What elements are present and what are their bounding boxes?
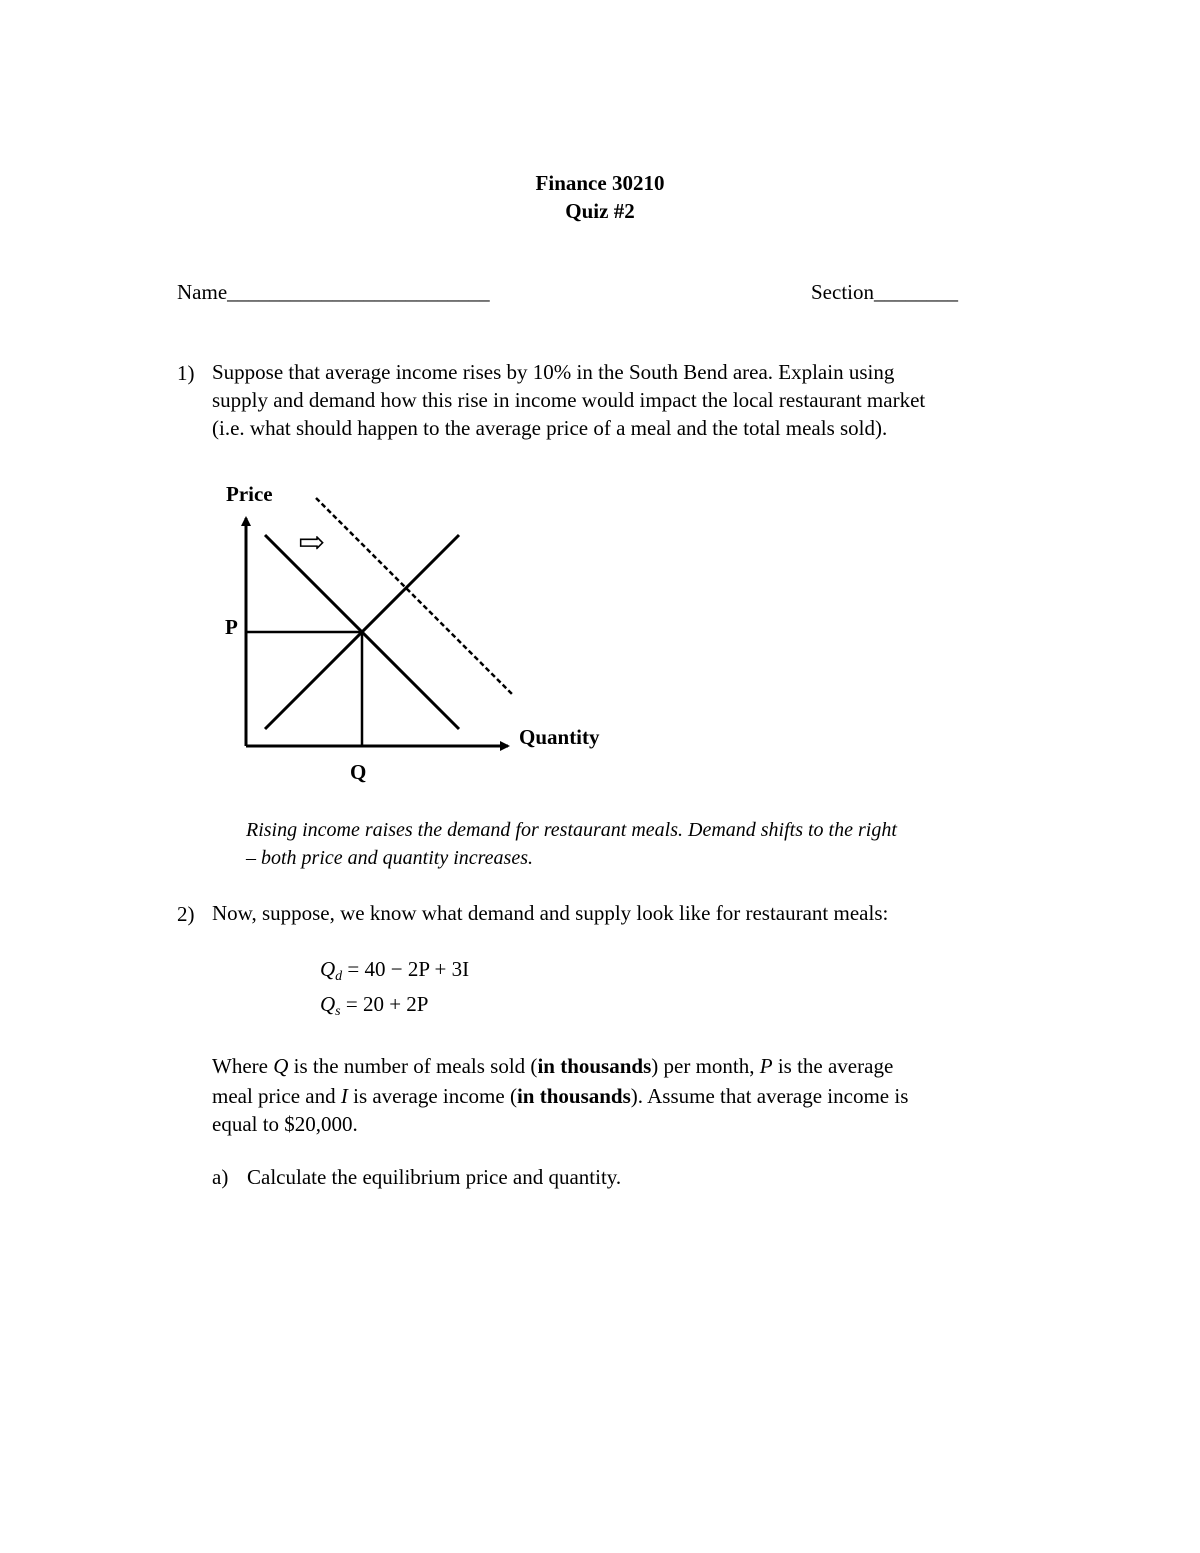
answer-line-1: Rising income raises the demand for restaurant meals. Demand shifts to the right bbox=[246, 819, 897, 841]
var-q: Q bbox=[273, 1054, 289, 1078]
y-axis-label: Price bbox=[226, 482, 273, 506]
quantity-marker: Q bbox=[350, 760, 367, 784]
part-a-label: a) bbox=[212, 1165, 229, 1189]
section-blank: ________ bbox=[874, 280, 958, 304]
where-text-1: Where bbox=[212, 1054, 274, 1078]
where-line-1 bbox=[212, 1052, 893, 1080]
name-label: Name bbox=[177, 280, 228, 304]
price-marker: P bbox=[225, 615, 238, 639]
where-text-7: ). Assume that average income is bbox=[630, 1084, 909, 1108]
x-axis-label: Quantity bbox=[519, 725, 600, 749]
demand-equation bbox=[320, 957, 469, 985]
bold-in-thousands-2: in thousands bbox=[516, 1084, 631, 1108]
where-text-6: is average income ( bbox=[347, 1084, 517, 1108]
name-blank: _________________________ bbox=[227, 280, 490, 304]
demand-eq-rhs: = 40 − 2P + 3I bbox=[347, 957, 470, 981]
where-line-3: equal to $20,000. bbox=[212, 1112, 358, 1136]
answer-line-2: – both price and quantity increases. bbox=[246, 847, 533, 869]
question-1-number: 1) bbox=[177, 361, 195, 385]
part-a-text: Calculate the equilibrium price and quantity. bbox=[247, 1165, 622, 1189]
where-text-3: ) per month, bbox=[651, 1054, 760, 1078]
where-text-5: meal price and bbox=[212, 1084, 341, 1108]
shifted-demand-curve bbox=[316, 498, 512, 694]
var-i: I bbox=[340, 1084, 348, 1108]
supply-equation bbox=[320, 992, 429, 1020]
question-2-number: 2) bbox=[177, 902, 195, 926]
var-p: P bbox=[759, 1054, 773, 1078]
question-2-intro: Now, suppose, we know what demand and supply look like for restaurant meals: bbox=[212, 901, 889, 925]
demand-eq-sub: d bbox=[335, 969, 343, 984]
section-label: Section bbox=[811, 280, 874, 304]
bold-in-thousands-1: in thousands bbox=[537, 1054, 652, 1078]
demand-eq-lhs: Q bbox=[320, 957, 336, 981]
where-text-4: is the average bbox=[772, 1054, 894, 1078]
question-1-line-2: supply and demand how this rise in income would impact the local restaurant market bbox=[212, 388, 926, 412]
shift-arrow-icon: ⇨ bbox=[298, 524, 325, 560]
question-1-line-1: Suppose that average income rises by 10% in the South Bend area. Explain using bbox=[212, 360, 895, 384]
supply-eq-lhs: Q bbox=[320, 992, 336, 1016]
where-text-2: is the number of meals sold ( bbox=[288, 1054, 538, 1078]
supply-eq-rhs: = 20 + 2P bbox=[345, 992, 429, 1016]
supply-eq-sub: s bbox=[335, 1004, 341, 1019]
quiz-title: Quiz #2 bbox=[565, 199, 635, 223]
question-1-line-3: (i.e. what should happen to the average price of a meal and the total meals sold). bbox=[212, 416, 888, 440]
where-line-2 bbox=[212, 1082, 908, 1110]
course-title: Finance 30210 bbox=[535, 171, 665, 195]
